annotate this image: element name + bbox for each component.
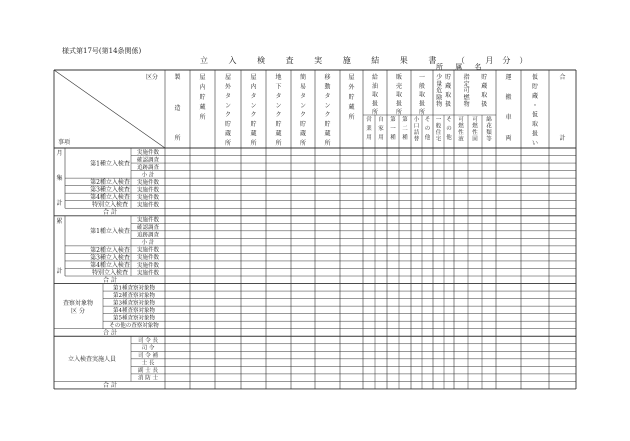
row-item-label: 小 計 — [141, 240, 155, 247]
column-header-char: ン — [299, 102, 307, 110]
subcolumn-header-char: の — [446, 126, 452, 132]
column-header-char: 合 — [559, 74, 566, 81]
column-header-char: 蔵 — [275, 130, 282, 138]
row-item-label: 士 長 — [141, 360, 155, 367]
column-header-char: 移 — [324, 74, 331, 81]
column-header-char: 販 — [395, 74, 403, 81]
column-header-char: 動 — [324, 83, 331, 91]
column-header-char: 蔵 — [250, 130, 257, 138]
row-item-label: 実施件数 — [136, 262, 160, 269]
column-header-char: 所 — [348, 114, 355, 121]
subcolumn-header-char: 液 — [458, 136, 464, 143]
column-header-char: 貯 — [324, 121, 331, 129]
column-header-char: 貯 — [531, 83, 539, 91]
column-header-char: ク — [299, 111, 307, 119]
row-item-label: 実施件数 — [136, 179, 160, 186]
column-header-char: 造 — [174, 105, 181, 112]
section-group-char: 累 — [56, 217, 63, 225]
form-number: 様式第17号(第14条関係) — [62, 47, 142, 55]
subcolumn-header-char: 一 — [390, 126, 396, 132]
column-header-char: 所 — [275, 140, 282, 147]
block-label: 査察対象物 — [62, 300, 94, 308]
subcolumn-header-char: 種 — [402, 135, 408, 141]
subcolumn-header-char: 花 — [486, 123, 492, 130]
subcolumn-header-char: 性 — [472, 130, 478, 136]
subcolumn-header-char: そ — [424, 117, 431, 123]
column-header-char: 売 — [395, 82, 403, 90]
column-header-char: 易 — [299, 83, 307, 91]
subcolumn-header-char: 用 — [366, 135, 372, 141]
column-header-char: 貯 — [445, 74, 452, 81]
column-header-char: 貯 — [224, 121, 232, 129]
row-item-label: 司 令 補 — [138, 353, 158, 360]
row-item-label: 実施件数 — [136, 255, 160, 262]
column-header-char: 屋 — [224, 74, 232, 81]
subcolumn-header-char: 燃 — [472, 123, 478, 130]
corner-bottom-label: 事項 — [58, 139, 71, 146]
column-header-char: 取 — [418, 91, 426, 99]
row-item-label: 第2種査察対象物 — [113, 292, 155, 299]
column-header-char: タ — [324, 92, 331, 100]
row-item-label: 第5種査察対象物 — [113, 315, 155, 322]
column-header-char: 貯 — [481, 74, 488, 81]
column-header-char: 内 — [199, 84, 206, 91]
section-group-char: 集 — [56, 175, 63, 183]
column-header-char: タ — [275, 92, 282, 100]
subcolumn-header-char: 業 — [366, 126, 372, 132]
row-item-label: 実施件数 — [136, 187, 160, 194]
subcolumn-header-char: 他 — [446, 135, 452, 141]
column-header-char: 車 — [505, 114, 512, 121]
document-title: 立 入 検 査 実 施 結 果 書 （ 月分） — [200, 56, 537, 65]
subcolumn-header-char: 第 — [402, 117, 408, 123]
row-label: 第2種立入検査 — [90, 179, 130, 187]
column-header-char: ン — [275, 102, 282, 110]
column-header-char: 物 — [463, 101, 470, 109]
row-label: 第4種立入検査 — [90, 194, 130, 202]
column-header-char: 一 — [418, 74, 426, 81]
column-header-char: 貯 — [199, 94, 206, 101]
row-item-label: その他の査察対象物 — [109, 322, 159, 329]
row-item-label: 実施件数 — [136, 217, 160, 224]
column-header-char: ク — [224, 111, 232, 119]
column-header-char: 所 — [199, 114, 206, 121]
column-header-char: 蔵 — [224, 130, 232, 138]
column-header-char: 指 — [463, 74, 470, 81]
column-header-char: 外 — [348, 84, 355, 91]
row-label: 第1種立入検査 — [90, 228, 130, 236]
column-header-char: ク — [250, 111, 257, 119]
row-label: 第1種立入検査 — [90, 160, 130, 168]
column-header-char: 険 — [436, 94, 443, 102]
subcolumn-header-char: 固 — [472, 136, 478, 143]
row-item-label: 第4種査察対象物 — [113, 307, 155, 314]
column-header-char: 少 — [436, 74, 443, 81]
column-header-char: 蔵 — [531, 92, 539, 100]
subcolumn-header-char: 第 — [390, 117, 396, 123]
column-header-char: 扱 — [418, 100, 426, 108]
column-header-char: 扱 — [531, 130, 539, 138]
block-label: 区 分 — [71, 308, 85, 316]
column-header-char: 蔵 — [324, 130, 331, 138]
column-header-char: 可 — [463, 87, 470, 95]
column-header-char: 蔵 — [445, 83, 452, 90]
subcolumn-header-char: 口 — [413, 123, 420, 130]
subcolumn-header-char: 一 — [435, 117, 442, 123]
section-total-label: 合 計 — [103, 276, 117, 284]
section-group-char: 計 — [56, 268, 63, 276]
column-header-char: 搬 — [505, 94, 512, 101]
column-header-char: ン — [324, 102, 331, 110]
column-header-char: 定 — [463, 80, 470, 88]
column-header-char: 取 — [395, 91, 403, 99]
row-item-label: 第3種査察対象物 — [113, 300, 155, 307]
row-item-label: 副 士 長 — [138, 368, 158, 375]
column-header-char: 所 — [250, 140, 257, 147]
row-item-label: 確認調査 — [136, 225, 160, 232]
column-header-char: 量 — [436, 80, 443, 88]
column-header-char: 所 — [418, 109, 426, 116]
subcolumn-header-char: 用 — [378, 135, 384, 141]
column-header-char: タ — [250, 92, 257, 100]
column-header-char: ク — [275, 111, 282, 119]
column-header-char: 扱 — [481, 101, 488, 108]
column-header-char: 計 — [559, 135, 566, 142]
column-header-char: 取 — [371, 91, 379, 99]
section-group-char: 計 — [56, 200, 63, 208]
row-label: 特別立入検査 — [91, 269, 129, 277]
block-total-label: 合 計 — [103, 329, 117, 337]
column-header-char: 外 — [224, 83, 232, 91]
column-header-char: 屋 — [199, 74, 206, 81]
subcolumn-header-char: 他 — [424, 135, 431, 141]
subcolumn-header-char: 自 — [378, 117, 384, 123]
subcolumn-header-char: 綿 — [486, 117, 492, 123]
column-header-char: 蔵 — [481, 83, 488, 90]
row-item-label: 消 防 士 — [138, 375, 158, 382]
row-label: 第4種立入検査 — [90, 261, 130, 269]
column-header-char: 物 — [436, 101, 443, 109]
column-header-char: 貯 — [348, 94, 355, 101]
column-header-char: 屋 — [250, 74, 257, 81]
column-header-char: 蔵 — [199, 104, 206, 111]
block-label: 立入検査実施人員 — [67, 355, 117, 363]
subcolumn-header-char: 般 — [435, 123, 442, 130]
column-header-char: ク — [324, 111, 331, 119]
column-header-char: タ — [224, 92, 232, 100]
column-header-char: 所 — [324, 140, 331, 147]
column-header-char: 般 — [418, 82, 426, 90]
column-header-char: 仮 — [531, 111, 539, 119]
column-header-char: い — [531, 140, 539, 147]
row-item-label: 追跡調査 — [136, 232, 160, 239]
subcolumn-header-char: 種 — [390, 135, 396, 141]
column-header-char: 取 — [531, 121, 539, 129]
column-header-char: 所 — [174, 135, 181, 142]
column-header-char: 仮 — [531, 74, 539, 81]
subcolumn-header-char: 宅 — [435, 136, 442, 143]
column-header-char: 地 — [275, 74, 282, 81]
column-header-char: 取 — [445, 92, 452, 99]
column-header-char: ・ — [531, 102, 539, 110]
subcolumn-header-char: 類 — [486, 130, 492, 136]
row-item-label: 実施件数 — [136, 194, 160, 201]
section-total-label: 合 計 — [103, 209, 117, 217]
section-group-char: 月 — [56, 150, 63, 157]
subcolumn-header-char: 家 — [378, 126, 384, 132]
column-header-char: 両 — [505, 135, 512, 142]
subcolumn-header-char: の — [424, 126, 431, 132]
row-item-label: 実施件数 — [136, 247, 160, 254]
column-header-char: 燃 — [463, 94, 470, 102]
column-header-char: 扱 — [371, 100, 379, 108]
subcolumn-header-char: 燃 — [458, 123, 464, 130]
column-header-char: 蔵 — [348, 104, 355, 111]
subcolumn-header-char: 詰 — [413, 130, 420, 136]
office-label: 所 属 名 — [436, 63, 487, 71]
subcolumn-header-char: 二 — [402, 126, 408, 132]
row-item-label: 実施件数 — [136, 270, 160, 277]
subcolumn-header-char: 可 — [458, 117, 464, 123]
column-header-char: 所 — [371, 109, 379, 116]
column-header-char: 所 — [395, 109, 403, 116]
row-label: 第2種立入検査 — [90, 246, 130, 254]
row-label: 特別立入検査 — [91, 201, 129, 209]
row-item-label: 小 計 — [141, 172, 155, 179]
row-item-label: 実施件数 — [136, 149, 160, 156]
grid-line — [54, 70, 165, 148]
subcolumn-header-char: 住 — [435, 130, 442, 136]
column-header-char: ン — [224, 102, 232, 110]
subcolumn-header-char: 可 — [472, 117, 478, 123]
column-header-char: 給 — [371, 74, 379, 81]
column-header-char: 取 — [481, 92, 488, 99]
column-header-char: 運 — [505, 74, 512, 81]
column-header-char: 危 — [436, 87, 443, 95]
column-header-char: タ — [299, 92, 307, 100]
row-label: 第3種立入検査 — [90, 254, 130, 262]
row-item-label: 司 令 — [141, 345, 155, 352]
column-header-char: 製 — [174, 74, 181, 81]
subcolumn-header-char: 替 — [413, 136, 420, 143]
column-header-char: 所 — [224, 140, 232, 147]
column-header-char: 蔵 — [299, 130, 307, 138]
column-header-char: 扱 — [395, 100, 403, 108]
column-header-char: ン — [250, 102, 257, 110]
column-header-char: 屋 — [348, 74, 355, 81]
subcolumn-header-char: 営 — [366, 117, 372, 123]
row-item-label: 実施件数 — [136, 202, 160, 209]
column-header-char: 内 — [250, 83, 257, 91]
subcolumn-header-char: そ — [446, 117, 452, 123]
corner-top-label: 区分 — [145, 74, 158, 81]
column-header-char: 貯 — [275, 121, 282, 129]
row-item-label: 第1種査察対象物 — [113, 285, 155, 292]
row-item-label: 司 令 長 — [138, 338, 158, 345]
row-label: 第3種立入検査 — [90, 186, 130, 194]
subcolumn-header-char: 等 — [486, 136, 492, 143]
column-header-char: 扱 — [445, 101, 452, 108]
column-header-char: 下 — [275, 83, 282, 91]
column-header-char: 所 — [299, 140, 307, 147]
column-header-char: 油 — [371, 82, 379, 90]
subcolumn-header-char: 小 — [413, 117, 420, 123]
block-total-label: 合 計 — [103, 382, 117, 390]
row-item-label: 追跡調査 — [136, 164, 160, 171]
column-header-char: 貯 — [250, 121, 257, 129]
column-header-char: 簡 — [299, 74, 307, 81]
row-item-label: 確認調査 — [136, 157, 160, 164]
subcolumn-header-char: 性 — [458, 130, 464, 136]
column-header-char: 貯 — [299, 121, 307, 129]
